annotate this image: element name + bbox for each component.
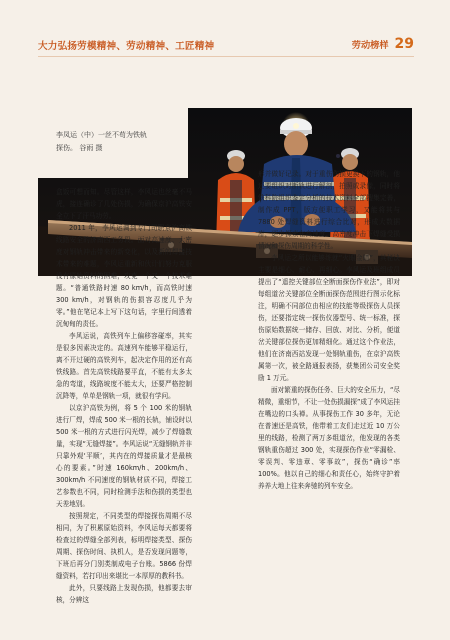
paragraph: 2011 年，李风运调到专门司职京沪高铁线路安全的济南西工务段。面对高速度、大密度对钢轨冲击带来的新变化，以及新的焊接技术带来的难题，李风运重新和伙计们努力克服没有原始资料的困难，攻克一个又一个技术难题。“普通铁路时速 80 km/h，而高铁时速 300 km/h，对钢轨的伤损容忍度几乎为零。”他在笔记本上写下这句话，字里行间透着沉甸甸的责任。 bbox=[56, 224, 192, 328]
paragraph: 盒饭可想而知。尽管这样，李风运也丝毫不马虎，接连确诊了几处伤损，为确保京沪高铁安全立下了汗马功劳。 bbox=[56, 188, 192, 220]
article-right-column bbox=[258, 168, 400, 492]
page-number: 29 bbox=[394, 36, 414, 52]
paragraph: 李风运说，高铁列车上偏移容碰率，其实是很多因素决定的。高速列车能够平稳运行，离不开过硬的高铁列车，起决定作用的还有高铁线路。首先高铁线路要平直，不能有太多太急的弯道，线路坡度不能太大，还要严格控制沉降等，单单是钢轨一项，就很有学问。 bbox=[56, 332, 192, 400]
caption-line-2: 探伤。 谷雨 摄 bbox=[56, 144, 103, 152]
paragraph: 按照规定，不同类型的焊接探伤周期不尽相同，为了积累原始资料，李风运每天都要将检查过的焊缝全部列表，标明焊接类型、探伤周期、探伤时间、执机人，是否发现问题等，下班后再分门别类制成电子台账。5866 份焊缝资料，若打印出来堪比一本厚厚的教科书。 bbox=[56, 512, 192, 580]
page-header-title: 大力弘扬劳模精神、劳动精神、工匠精神 bbox=[38, 41, 215, 52]
paragraph: 面对繁重的探伤任务、巨大的安全压力，“尽精微，重细节，不让一处伤损漏探”成了李风运挂在嘴边的口头禅。从事探伤工作 30 多年，无论在普速还是高铁，他带着工友们走过近 10 万公里的线路，检测了两万多组道岔，他发现的各类钢轨重伤超过 300 处，实现探伤作业“零漏检、零误判、零违章、零事故”，探伤“确诊”率 100%。他以自己的细心和责任心，始终守护着养养大地上往来奔驰的列车安全。 bbox=[258, 386, 400, 490]
header-divider bbox=[38, 56, 414, 57]
paragraph: 李风运之所以能够练就“火眼金睛”，其秘诀主要是细心、耐心、再细心。李风运及班组成员提出了“遥控关键部位全断面探伤作业法”，即对每组道岔关键部位全断面探伤范围进行图示化标注，明确不同部位由相应的技能等级探伤人员探伤，还要指定统一探伤仪器型号、统一标准，探伤原始数据统一储存、回放、对比、分析，便道岔关键部位探伤更加精细化。通过这个作业法，他们在济南西站发现一处钢轨重伤，在京沪高铁属第一次，被全路通报表扬，获集团公司安全奖励 1 万元。 bbox=[258, 254, 400, 382]
article-left-column-top bbox=[56, 186, 192, 606]
caption-line-1: 李凤运（中）一丝不苟为铁轨 bbox=[56, 131, 147, 139]
section-label: 劳动榜样 bbox=[351, 40, 389, 51]
page-header-right bbox=[352, 36, 414, 52]
photo-caption bbox=[56, 129, 186, 155]
paragraph: 以京沪高铁为例，将 5 个 100 米的钢轨进行厂焊，焊成 500 米一根的长轨，铺设时以 500 米一根的方式进行闪光焊，减少了焊缝数量，实现“无缝焊接”。李风运说“无缝钢轨并非只靠外观‘平顺’，其内在的焊接质量才是最核心的要素。”时速 160km/h、200km/h、300km/h 不同速度的钢轨材质不同，焊接工艺参数也不同，同时检测手法和伤损的类型也天差地别。 bbox=[56, 404, 192, 508]
paragraph: 形并做好记录。对于重伤伤损更换下的钢轨，他还要组织对断轨进行解剖，拍照或录像，同时将铁科院组织鉴定分析的技术资料全部搜集完善，制作成 PPT，版方便职工学习，又能将其与 7880 处焊缝资料进行综合比对，形成大数据库，逐步探索在高速度、高密度冲击下焊缝受损情况和探伤周期的科学性。 bbox=[258, 170, 400, 250]
paragraph: 此外，只要线路上发现伤损，他都要去审核，分辨这 bbox=[56, 584, 192, 604]
